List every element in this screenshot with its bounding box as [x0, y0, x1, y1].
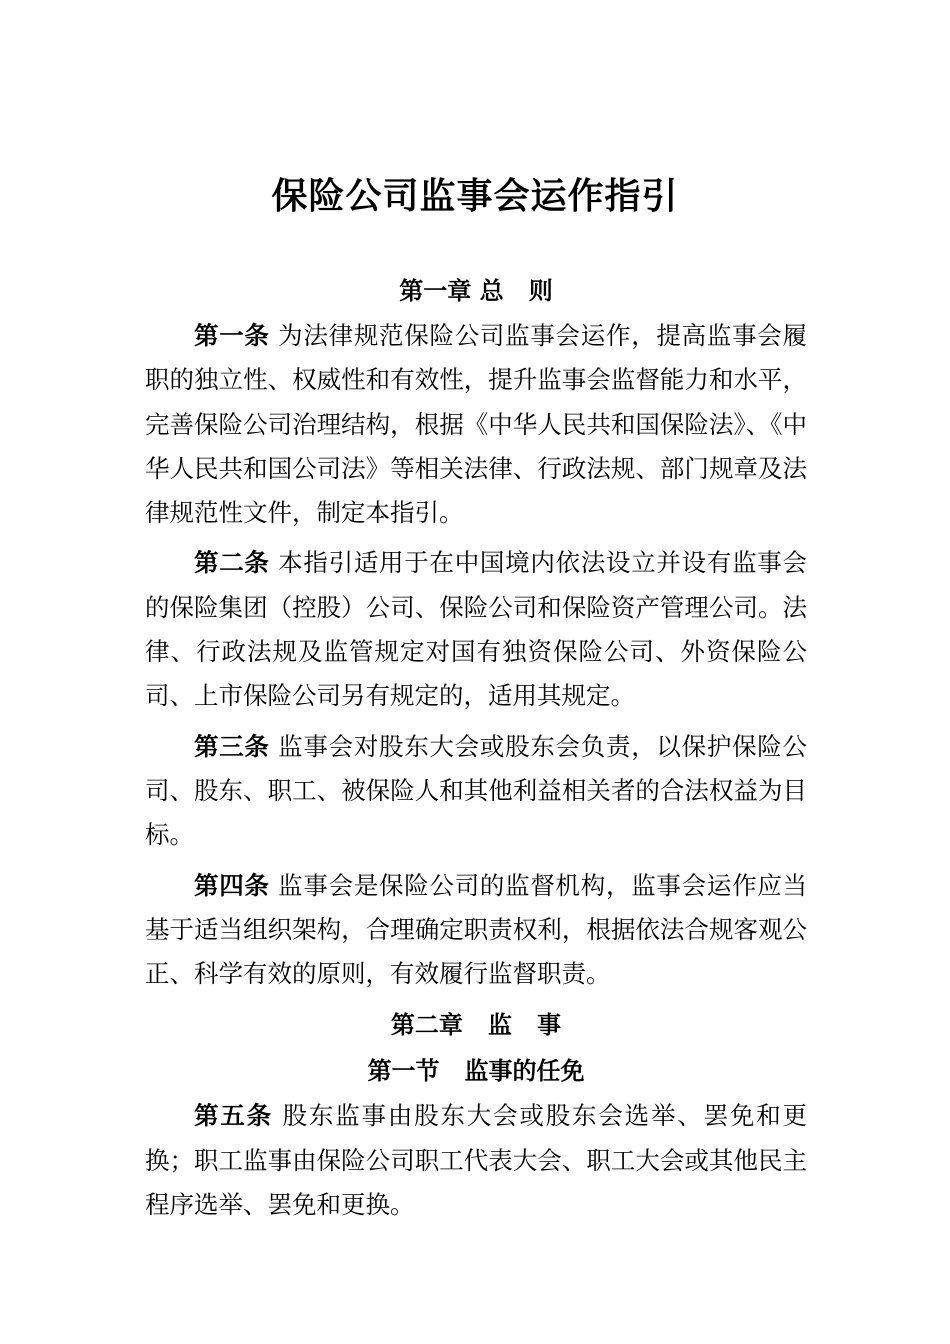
article-3: [145, 725, 807, 858]
document-body: [145, 268, 807, 1233]
chapter-1-heading: 第一章 总 则: [399, 277, 553, 305]
article-2-text: 本指引适用于在中国境内依法设立并设有监事会的保险集团（控股）公司、保险公司和保险资产管理公司。法律、行政法规及监管规定对国有独资保险公司、外资保险公司、上市保险公司另有规定的，适用其规定。: [145, 548, 808, 711]
article-4-label: 第四条: [194, 870, 270, 900]
article-2-label: 第二条: [194, 548, 270, 578]
article-5-label: 第五条: [194, 1101, 273, 1131]
article-4: [145, 864, 807, 997]
article-1: [145, 314, 807, 535]
article-4-text: 监事会是保险公司的监督机构，监事会运作应当基于适当组织架构，合理确定职责权利，根据依法合规客观公正、科学有效的原则，有效履行监督职责。: [145, 870, 808, 989]
section-1-heading: 第一节 监事的任免: [367, 1057, 585, 1086]
article-2: [145, 541, 807, 718]
article-3-text: 监事会对股东大会或股东会负责，以保护保险公司、股东、职工、被保险人和其他利益相关者的合法权益为目标。: [145, 731, 808, 850]
article-1-text: 为法律规范保险公司监事会运作，提高监事会履职的独立性、权威性和有效性，提升监事会监督能力和水平，完善保险公司治理结构，根据《中华人民共和国保险法》、《中华人民共和国公司法》等相关法律、行政法规、部门规章及法律规范性文件，制定本指引。: [145, 321, 808, 528]
document-title: 保险公司监事会运作指引: [271, 176, 679, 217]
chapter-2-heading: 第二章 监 事: [390, 1011, 562, 1040]
article-3-label: 第三条: [194, 731, 270, 761]
article-1-label: 第一条: [194, 321, 270, 350]
article-5: [145, 1094, 807, 1227]
article-5-text: 股东监事由股东大会或股东会选举、罢免和更换；职工监事由保险公司职工代表大会、职工大会或其他民主程序选举、罢免和更换。: [145, 1101, 808, 1220]
